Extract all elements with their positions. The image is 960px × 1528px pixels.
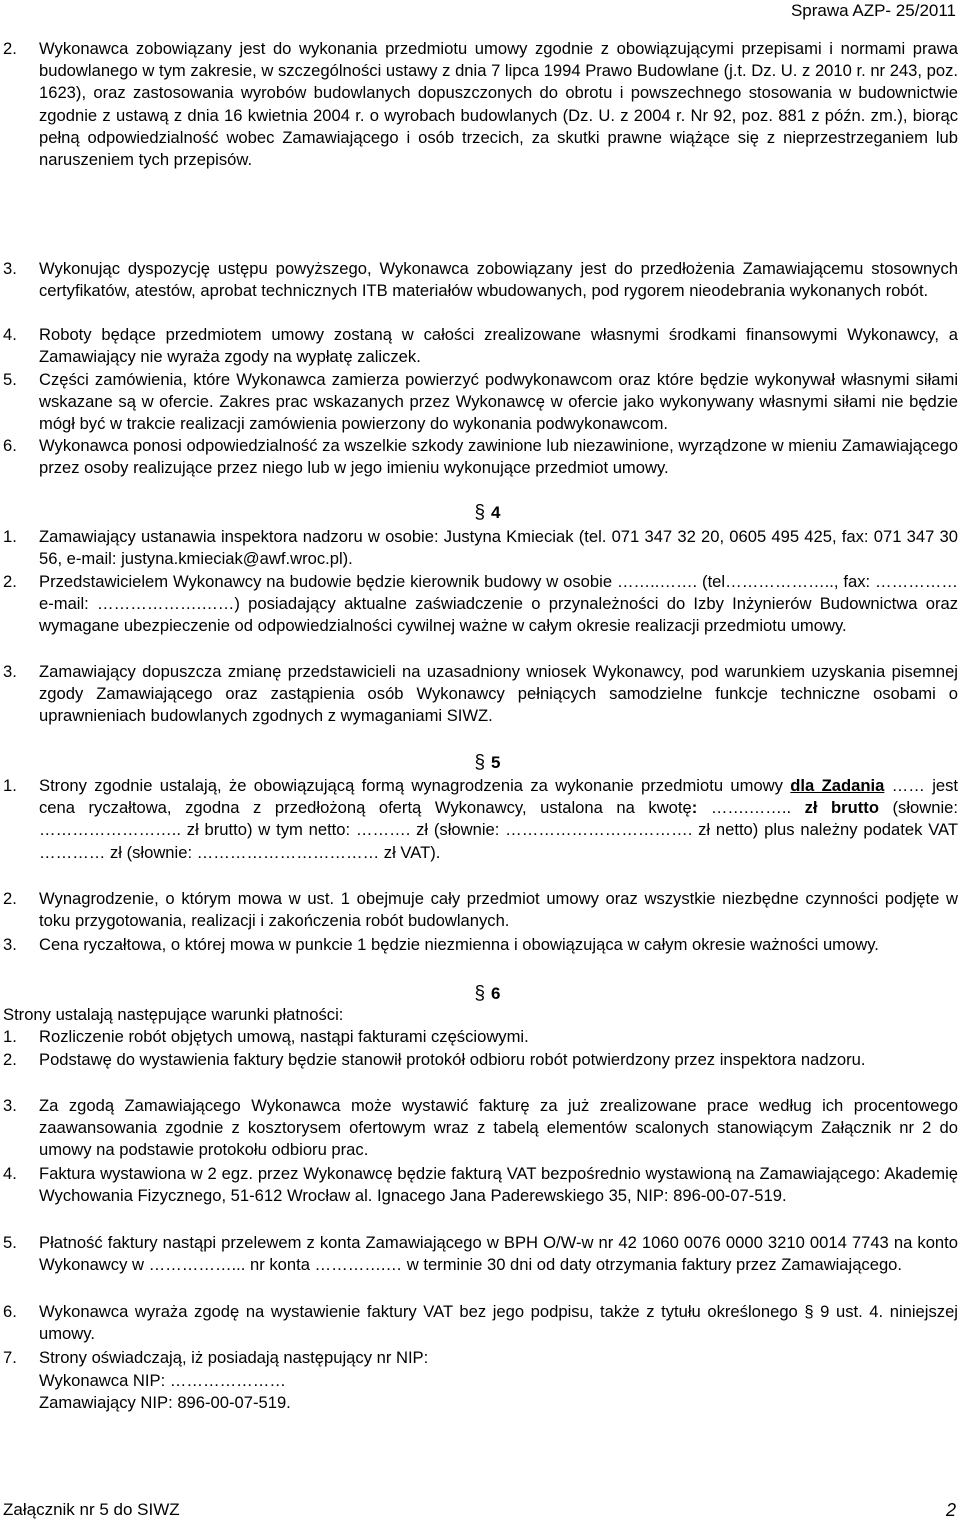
section-heading-4: § 4 — [474, 502, 501, 523]
list-item: 5. Części zamówienia, które Wykonawca zamierza powierzyć podwykonawcom oraz które będzie wykonywał własnymi siłami wskazane są w ofercie. Zakres prac wskazanych przez Wykonawcę w ofercie jako wykonywany własnymi siłami nie będzie mógł być w trakcie realizacji zamówienia powierzony do wykonania podwykonawcom. — [3, 370, 958, 434]
nip-contractor: Wykonawca NIP: ………………… — [39, 1371, 286, 1390]
section-heading-5: § 5 — [474, 752, 501, 773]
list-item: 6. Wykonawca wyraża zgodę na wystawienie faktury VAT bez jego podpisu, także z tytułu określonego § 9 ust. 4. niniejszej umowy. — [3, 1302, 958, 1344]
nip-client: Zamawiający NIP: 896-00-07-519. — [39, 1393, 291, 1412]
list-item: 3. Za zgodą Zamawiającego Wykonawca może wystawić fakturę za już zrealizowane prace według ich procentowego zaawansowania zgodnie z kosztorysem ofertowym wraz z tabelą elementów scalonych stanowiącym Załącznik nr 2 do umowy na podstawie protokołu odbioru prac. — [3, 1096, 958, 1160]
section-sign: § — [474, 752, 486, 773]
list-item: 5. Płatność faktury nastąpi przelewem z konta Zamawiającego w BPH O/W-w nr 42 1060 0076 0000 3210 0014 7743 na konto Wykonawcy w ……………... nr konta ………….… w terminie 30 dni od daty otrzymania faktury przez Zamawiającego. — [3, 1233, 958, 1275]
section-sign: § — [474, 502, 486, 523]
section-sign: § — [474, 983, 486, 1004]
list-item: 1. Strony zgodnie ustalają, że obowiązującą formą wynagrodzenia za wykonanie przedmiotu umowy dla Zadania …… jest cena ryczałtowa, zgodna z przedłożoną ofertą Wykonawcy, ustalona na kwotę: …….…….. zł brutto (słownie: …………………….. zł brutto) w tym netto: ………. zł (słownie: ……………………………. zł netto) plus należny podatek VAT ………… zł (słownie: …………………………… zł VAT). — [3, 776, 959, 862]
list-item: 7. Strony oświadczają, iż posiadają następujący nr NIP: — [3, 1348, 429, 1367]
section-heading-6: § 6 — [474, 983, 501, 1004]
footer-attachment-label: Załącznik nr 5 do SIWZ — [3, 1500, 180, 1519]
list-item: 4. Roboty będące przedmiotem umowy zostaną w całości zrealizowane własnymi środkami finansowymi Wykonawcy, a Zamawiający nie wyraża zgody na wypłatę zaliczek. — [3, 325, 958, 367]
list-item: 6. Wykonawca ponosi odpowiedzialność za wszelkie szkody zawinione lub niezawinione, wyrządzone w mieniu Zamawiającego przez osoby realizujące przez niego lub w jego imieniu wykonujące przedmiot umowy. — [3, 436, 958, 478]
list-item: 2. Przedstawicielem Wykonawcy na budowie będzie kierownik budowy w osobie ……..……. (tel……………….., fax: ……………e-mail: ……………….……) posiadający aktualne zaświadczenie o przynależności do Izby Inżynierów Budownictwa oraz wymagane ubezpieczenie od odpowiedzialności cywilnej ważne w całym okresie realizacji przedmiotu umowy. — [3, 572, 958, 636]
list-item: 1. Rozliczenie robót objętych umową, nastąpi fakturami częściowymi. — [3, 1027, 529, 1046]
list-item: 2. Wykonawca zobowiązany jest do wykonania przedmiotu umowy zgodnie z obowiązującymi przepisami i normami prawa budowlanego w tym zakresie, w szczególności ustawy z dnia 7 lipca 1994 Prawo Budowlane (j.t. Dz. U. z 2010 r. nr 243, poz. 1623), oraz zastosowania wyrobów budowlanych dopuszczonych do obrotu i powszechnego stosowania w budownictwie zgodnie z ustawą z dnia 16 kwietnia 2004 r. o wyrobach budowlanych (Dz. U. z 2004 r. Nr 92, poz. 881 z późn. zm.), biorąc pełną odpowiedzialność wobec Zamawiającego i osób trzecich, za skutki prawne wiążące się z nieprzestrzeganiem lub naruszeniem tych przepisów. — [3, 39, 958, 170]
list-item: 3. Cena ryczałtowa, o której mowa w punkcie 1 będzie niezmienna i obowiązująca w całym okresie ważności umowy. — [3, 935, 879, 954]
list-item: 3. Zamawiający dopuszcza zmianę przedstawicieli na uzasadniony wniosek Wykonawcy, pod warunkiem uzyskania pisemnej zgody Zamawiającego oraz zastąpienia osób Wykonawcy pełniących samodzielne funkcje techniczne osobami o uprawnieniach budowlanych zgodnych z wymaganiami SIWZ. — [3, 662, 958, 726]
list-item: 2. Wynagrodzenie, o którym mowa w ust. 1 obejmuje cały przedmiot umowy oraz wszystkie niezbędne czynności podjęte w toku przygotowania, realizacji i zakończenia robót budowlanych. — [3, 889, 958, 931]
page-number: 2 — [945, 1500, 956, 1520]
list-item: 2. Podstawę do wystawienia faktury będzie stanowił protokół odbioru robót potwierdzony przez inspektora nadzoru. — [3, 1050, 866, 1069]
page-footer — [3, 1500, 956, 1520]
payment-terms-intro: Strony ustalają następujące warunki płatności: — [3, 1005, 344, 1024]
case-reference: Sprawa AZP- 25/2011 — [790, 1, 956, 20]
list-item: 4. Faktura wystawiona w 2 egz. przez Wykonawcę będzie fakturą VAT bezpośrednio wystawioną na Zamawiającego: Akademię Wychowania Fizycznego, 51-612 Wrocław al. Ignacego Jana Paderewskiego 35, NIP: 896-00-07-519. — [3, 1164, 958, 1206]
list-item: 1. Zamawiający ustanawia inspektora nadzoru w osobie: Justyna Kmieciak (tel. 071 347 32 20, 0605 495 425, fax: 071 347 30 56, e-mail: justyna.kmieciak@awf.wroc.pl). — [3, 527, 958, 569]
list-item: 3. Wykonując dyspozycję ustępu powyższego, Wykonawca zobowiązany jest do przedłożenia Zamawiającemu stosownych certyfikatów, atestów, aprobat technicznych ITB materiałów wbudowanych, pod rygorem nieodebrania wykonanych robót. — [3, 259, 958, 301]
